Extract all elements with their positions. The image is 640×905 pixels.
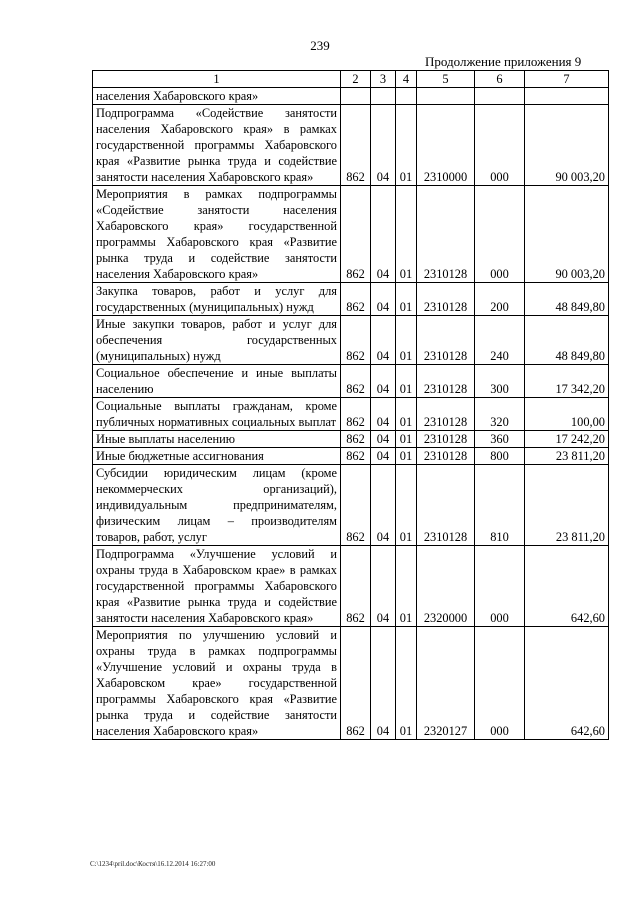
row-name-cell: Социальные выплаты гражданам, кроме публичных нормативных социальных выплат <box>93 398 341 431</box>
header-row <box>93 71 609 88</box>
amount-cell: 48 849,80 <box>525 316 609 365</box>
expense-type-code-cell: 360 <box>475 431 525 448</box>
expense-type-code-cell: 000 <box>475 627 525 740</box>
row-name-cell: Иные закупки товаров, работ и услуг для обеспечения государственных (муниципальных) нужд <box>93 316 341 365</box>
ministry-code-cell: 862 <box>341 186 371 283</box>
target-item-code-cell: 2310128 <box>417 448 475 465</box>
table-row <box>93 546 609 627</box>
amount-cell: 48 849,80 <box>525 283 609 316</box>
expense-type-code-cell: 000 <box>475 186 525 283</box>
subsection-code-cell <box>396 88 417 105</box>
ministry-code-cell: 862 <box>341 627 371 740</box>
expense-type-code-cell: 300 <box>475 365 525 398</box>
row-name-cell: Закупка товаров, работ и услуг для государственных (муниципальных) нужд <box>93 283 341 316</box>
section-code-cell <box>371 88 396 105</box>
expense-type-code-cell: 320 <box>475 398 525 431</box>
subsection-code-cell: 01 <box>396 465 417 546</box>
ministry-code-cell: 862 <box>341 465 371 546</box>
table-row <box>93 627 609 740</box>
amount-cell: 90 003,20 <box>525 105 609 186</box>
ministry-code-cell: 862 <box>341 316 371 365</box>
amount-cell: 642,60 <box>525 627 609 740</box>
table-row <box>93 88 609 105</box>
row-name-cell: Мероприятия по улучшению условий и охраны труда в рамках подпрограммы «Улучшение условий и охраны труда в Хабаровском крае» государственной программы Хабаровского края «Развитие рынка труда и содействие занятости населения Хабаровского края» <box>93 627 341 740</box>
page-number: 239 <box>310 38 330 53</box>
expense-type-code-cell: 200 <box>475 283 525 316</box>
target-item-code-cell: 2310128 <box>417 365 475 398</box>
subsection-code-cell: 01 <box>396 627 417 740</box>
column-header: 6 <box>475 71 525 88</box>
amount-cell: 90 003,20 <box>525 186 609 283</box>
amount-cell <box>525 88 609 105</box>
section-code-cell: 04 <box>371 431 396 448</box>
row-name-cell: Социальное обеспечение и иные выплаты населению <box>93 365 341 398</box>
target-item-code-cell: 2310128 <box>417 398 475 431</box>
ministry-code-cell: 862 <box>341 546 371 627</box>
amount-cell: 100,00 <box>525 398 609 431</box>
column-header: 3 <box>371 71 396 88</box>
expense-type-code-cell: 000 <box>475 105 525 186</box>
continuation-label: Продолжение приложения 9 <box>425 54 582 69</box>
subsection-code-cell: 01 <box>396 431 417 448</box>
subsection-code-cell: 01 <box>396 105 417 186</box>
table-row <box>93 186 609 283</box>
ministry-code-cell: 862 <box>341 398 371 431</box>
target-item-code-cell: 2320000 <box>417 546 475 627</box>
section-code-cell: 04 <box>371 283 396 316</box>
column-header: 5 <box>417 71 475 88</box>
file-path-footer: C:\1234\pril.doc\Костя\16.12.2014 16:27:00 <box>90 860 216 868</box>
section-code-cell: 04 <box>371 105 396 186</box>
budget-table <box>92 70 609 740</box>
subsection-code-cell: 01 <box>396 448 417 465</box>
subsection-code-cell: 01 <box>396 316 417 365</box>
column-header: 2 <box>341 71 371 88</box>
target-item-code-cell <box>417 88 475 105</box>
table-row <box>93 316 609 365</box>
table-row <box>93 283 609 316</box>
amount-cell: 17 242,20 <box>525 431 609 448</box>
amount-cell: 23 811,20 <box>525 448 609 465</box>
table-row <box>93 448 609 465</box>
amount-cell: 23 811,20 <box>525 465 609 546</box>
target-item-code-cell: 2310128 <box>417 431 475 448</box>
ministry-code-cell: 862 <box>341 365 371 398</box>
amount-cell: 642,60 <box>525 546 609 627</box>
subsection-code-cell: 01 <box>396 546 417 627</box>
target-item-code-cell: 2310128 <box>417 283 475 316</box>
row-name-cell: Подпрограмма «Содействие занятости населения Хабаровского края» в рамках государственной программы Хабаровского края «Развитие рынка труда и содействие занятости населения Хабаровского края» <box>93 105 341 186</box>
ministry-code-cell: 862 <box>341 431 371 448</box>
table-row <box>93 431 609 448</box>
section-code-cell: 04 <box>371 398 396 431</box>
subsection-code-cell: 01 <box>396 398 417 431</box>
ministry-code-cell: 862 <box>341 283 371 316</box>
target-item-code-cell: 2320127 <box>417 627 475 740</box>
subsection-code-cell: 01 <box>396 283 417 316</box>
section-code-cell: 04 <box>371 448 396 465</box>
target-item-code-cell: 2310128 <box>417 186 475 283</box>
row-name-cell: Мероприятия в рамках подпрограммы «Содействие занятости населения Хабаровского края» государственной программы Хабаровского края «Развитие рынка труда и содействие занятости населения Хабаровского края» <box>93 186 341 283</box>
target-item-code-cell: 2310128 <box>417 316 475 365</box>
table-row <box>93 465 609 546</box>
table-row <box>93 398 609 431</box>
row-name-cell: Иные выплаты населению <box>93 431 341 448</box>
amount-cell: 17 342,20 <box>525 365 609 398</box>
ministry-code-cell: 862 <box>341 105 371 186</box>
row-name-cell: Подпрограмма «Улучшение условий и охраны труда в Хабаровском крае» в рамках государственной программы Хабаровского края «Развитие рынка труда и содействие занятости населения Хабаровского края» <box>93 546 341 627</box>
ministry-code-cell: 862 <box>341 448 371 465</box>
expense-type-code-cell: 000 <box>475 546 525 627</box>
column-header: 7 <box>525 71 609 88</box>
section-code-cell: 04 <box>371 465 396 546</box>
target-item-code-cell: 2310128 <box>417 465 475 546</box>
expense-type-code-cell <box>475 88 525 105</box>
column-header: 4 <box>396 71 417 88</box>
subsection-code-cell: 01 <box>396 365 417 398</box>
row-name-cell: Субсидии юридическим лицам (кроме некоммерческих организаций), индивидуальным предпринимателям, физическим лицам – производителям товаров, работ, услуг <box>93 465 341 546</box>
section-code-cell: 04 <box>371 186 396 283</box>
ministry-code-cell <box>341 88 371 105</box>
section-code-cell: 04 <box>371 365 396 398</box>
expense-type-code-cell: 240 <box>475 316 525 365</box>
expense-type-code-cell: 800 <box>475 448 525 465</box>
expense-type-code-cell: 810 <box>475 465 525 546</box>
row-name-cell: населения Хабаровского края» <box>93 88 341 105</box>
target-item-code-cell: 2310000 <box>417 105 475 186</box>
column-header: 1 <box>93 71 341 88</box>
row-name-cell: Иные бюджетные ассигнования <box>93 448 341 465</box>
table-row <box>93 365 609 398</box>
section-code-cell: 04 <box>371 546 396 627</box>
table-row <box>93 105 609 186</box>
section-code-cell: 04 <box>371 316 396 365</box>
section-code-cell: 04 <box>371 627 396 740</box>
subsection-code-cell: 01 <box>396 186 417 283</box>
